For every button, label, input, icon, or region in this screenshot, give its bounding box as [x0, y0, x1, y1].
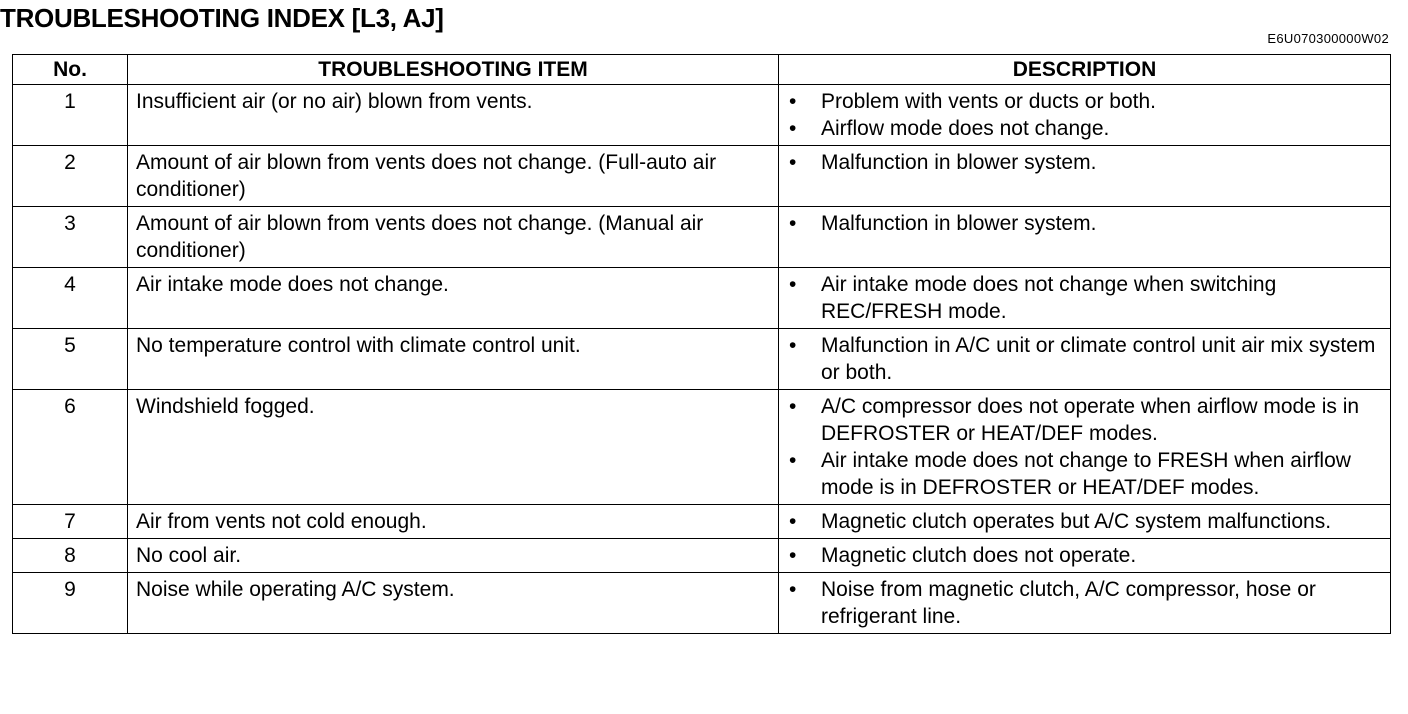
description-cell	[779, 390, 1391, 505]
description-list	[787, 332, 1382, 386]
description-text: A/C compressor does not operate when airflow mode is in DEFROSTER or HEAT/DEF modes.	[821, 395, 1360, 445]
description-list	[787, 149, 1382, 176]
row-number: 8	[13, 539, 128, 573]
description-item	[787, 447, 1382, 501]
description-cell	[779, 146, 1391, 207]
table-row	[13, 207, 1391, 268]
description-list	[787, 271, 1382, 325]
table-row	[13, 146, 1391, 207]
description-item	[787, 88, 1382, 115]
bullet-icon: •	[789, 334, 797, 357]
bullet-icon: •	[789, 117, 797, 140]
row-number: 4	[13, 268, 128, 329]
description-cell	[779, 85, 1391, 146]
troubleshooting-table	[12, 54, 1391, 634]
description-text: Magnetic clutch operates but A/C system malfunctions.	[821, 510, 1332, 533]
column-header-no: No.	[13, 55, 128, 85]
description-text: Malfunction in blower system.	[821, 212, 1097, 235]
column-header-description: DESCRIPTION	[779, 55, 1391, 85]
description-cell	[779, 539, 1391, 573]
row-number: 2	[13, 146, 128, 207]
troubleshooting-item: Air from vents not cold enough.	[128, 505, 779, 539]
row-number: 9	[13, 573, 128, 634]
row-number: 5	[13, 329, 128, 390]
row-number: 3	[13, 207, 128, 268]
bullet-icon: •	[789, 395, 797, 418]
bullet-icon: •	[789, 510, 797, 533]
description-text: Malfunction in A/C unit or climate control unit air mix system or both.	[821, 334, 1376, 384]
description-item	[787, 576, 1382, 630]
page-title: TROUBLESHOOTING INDEX [L3, AJ]	[0, 3, 444, 33]
description-cell	[779, 573, 1391, 634]
column-header-item: TROUBLESHOOTING ITEM	[128, 55, 779, 85]
description-item	[787, 393, 1382, 447]
description-text: Air intake mode does not change to FRESH when airflow mode is in DEFROSTER or HEAT/DEF modes.	[821, 449, 1351, 499]
row-number: 1	[13, 85, 128, 146]
table-row	[13, 505, 1391, 539]
header-row	[13, 55, 1391, 85]
document-code: E6U070300000W02	[1267, 31, 1389, 46]
row-number: 7	[13, 505, 128, 539]
description-text: Airflow mode does not change.	[821, 117, 1110, 140]
description-list	[787, 210, 1382, 237]
description-cell	[779, 505, 1391, 539]
table-row	[13, 390, 1391, 505]
troubleshooting-item: Air intake mode does not change.	[128, 268, 779, 329]
description-cell	[779, 268, 1391, 329]
description-text: Magnetic clutch does not operate.	[821, 544, 1137, 567]
bullet-icon: •	[789, 544, 797, 567]
table-row	[13, 85, 1391, 146]
table-row	[13, 268, 1391, 329]
table-row	[13, 539, 1391, 573]
troubleshooting-item: Amount of air blown from vents does not change. (Full-auto air conditioner)	[128, 146, 779, 207]
row-number: 6	[13, 390, 128, 505]
description-item	[787, 508, 1382, 535]
description-cell	[779, 329, 1391, 390]
bullet-icon: •	[789, 151, 797, 174]
troubleshooting-item: Noise while operating A/C system.	[128, 573, 779, 634]
table-row	[13, 573, 1391, 634]
description-list	[787, 508, 1382, 535]
description-list	[787, 576, 1382, 630]
troubleshooting-item: No temperature control with climate control unit.	[128, 329, 779, 390]
description-text: Air intake mode does not change when switching REC/FRESH mode.	[821, 273, 1277, 323]
troubleshooting-item: No cool air.	[128, 539, 779, 573]
table-row	[13, 329, 1391, 390]
bullet-icon: •	[789, 578, 797, 601]
bullet-icon: •	[789, 212, 797, 235]
description-item	[787, 332, 1382, 386]
description-item	[787, 542, 1382, 569]
description-list	[787, 393, 1382, 501]
description-text: Noise from magnetic clutch, A/C compressor, hose or refrigerant line.	[821, 578, 1316, 628]
troubleshooting-item: Insufficient air (or no air) blown from vents.	[128, 85, 779, 146]
description-cell	[779, 207, 1391, 268]
bullet-icon: •	[789, 273, 797, 296]
troubleshooting-item: Amount of air blown from vents does not change. (Manual air conditioner)	[128, 207, 779, 268]
description-item	[787, 115, 1382, 142]
description-text: Malfunction in blower system.	[821, 151, 1097, 174]
bullet-icon: •	[789, 449, 797, 472]
description-list	[787, 88, 1382, 142]
description-list	[787, 542, 1382, 569]
troubleshooting-item: Windshield fogged.	[128, 390, 779, 505]
description-item	[787, 210, 1382, 237]
bullet-icon: •	[789, 90, 797, 113]
description-text: Problem with vents or ducts or both.	[821, 90, 1156, 113]
description-item	[787, 271, 1382, 325]
description-item	[787, 149, 1382, 176]
